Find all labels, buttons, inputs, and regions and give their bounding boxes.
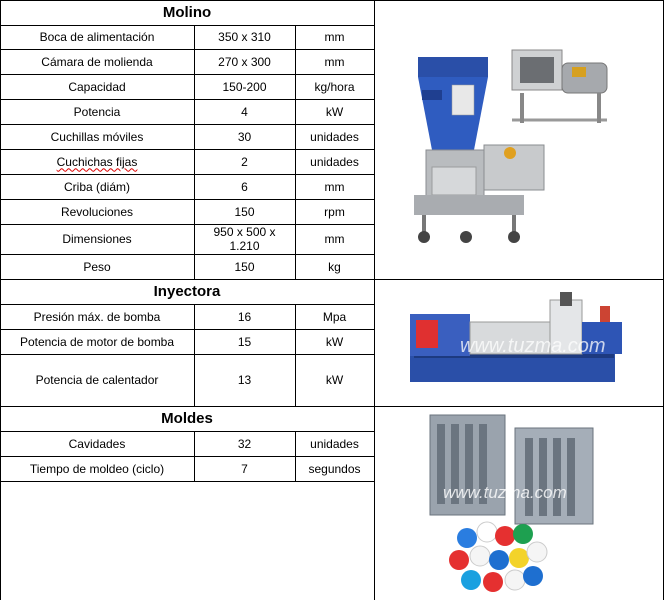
molino-row-10-value: 150 — [234, 259, 255, 274]
molino-row-2-unit: mm — [324, 54, 345, 69]
inyectora-row-1-unit: Mpa — [322, 309, 347, 324]
molino-row-10-unit: kg — [328, 259, 341, 274]
molino-row-6-label-text: Cuchichas fijas — [56, 154, 138, 169]
molino-row-2-value: 270 x 300 — [218, 54, 271, 69]
row-line — [0, 124, 374, 125]
base-frame — [414, 195, 524, 215]
inyectora-machine-image — [400, 292, 637, 390]
molino-row-7-value: 6 — [241, 179, 248, 194]
molino-row-3-value: 150-200 — [222, 79, 267, 94]
nozzle — [560, 292, 572, 306]
post — [597, 93, 601, 123]
inyectora-row-2-value: 15 — [237, 334, 252, 349]
molino-row-3-label: Capacidad — [68, 79, 126, 94]
row-line — [0, 354, 374, 355]
molino-row-5-value: 30 — [237, 129, 252, 144]
molino-row-6-unit: unidades — [310, 154, 359, 169]
clamp-plate — [416, 320, 438, 348]
post — [520, 93, 524, 123]
molino-row-1-unit: mm — [324, 30, 345, 44]
moldes-image — [425, 410, 605, 595]
molino-row-9-unit: mm — [324, 232, 345, 246]
row-line — [0, 99, 374, 100]
divider-inyectora-moldes — [0, 406, 664, 407]
motor-box — [572, 67, 586, 77]
inyectora-title: Inyectora — [153, 283, 221, 300]
hopper-panel — [422, 90, 442, 100]
molino-row-10-label: Peso — [83, 259, 111, 274]
row-line — [0, 329, 374, 330]
switch — [504, 147, 516, 159]
moldes-row-1-unit: unidades — [310, 436, 359, 451]
molino-row-4-label: Potencia — [73, 104, 121, 119]
moldes-row-1-value: 32 — [237, 436, 252, 451]
moldes-title: Moldes — [161, 410, 213, 427]
molino-row-1-value: 350 x 310 — [218, 30, 271, 44]
row-line — [0, 74, 374, 75]
molino-row-6-value: 2 — [241, 154, 248, 169]
bottle-caps — [449, 522, 547, 592]
moldes-row-2-value: 7 — [241, 461, 248, 476]
wheel — [418, 231, 430, 243]
inyectora-watermark: www.tuzma.com — [460, 335, 606, 357]
col-line — [295, 25, 296, 279]
inyectora-row-3-unit: kW — [325, 373, 344, 387]
wheel — [508, 231, 520, 243]
molino-row-6-label — [0, 149, 194, 174]
molino-row-3-unit: kg/hora — [314, 79, 355, 94]
molino-row-9-value: 950 x 500 x 1.210 — [213, 225, 276, 253]
col-line — [194, 25, 195, 279]
molino-row-5-label: Cuchillas móviles — [50, 129, 144, 144]
border-right — [663, 0, 664, 600]
row-line — [0, 304, 374, 305]
col-line — [194, 431, 195, 481]
row-line — [0, 254, 374, 255]
molino-row-8-value: 150 — [234, 204, 255, 219]
molino-row-1-label: Boca de alimentación — [39, 30, 155, 44]
molino-row-9-label: Dimensiones — [62, 232, 132, 246]
divider-image-column — [374, 0, 375, 600]
molino-row-4-unit: kW — [325, 104, 344, 119]
machine-base — [410, 354, 615, 382]
inyectora-row-3-value: 13 — [237, 373, 252, 387]
moldes-row-2-unit: segundos — [308, 461, 361, 476]
moldes-row-2-label: Tiempo de moldeo (ciclo) — [29, 461, 165, 476]
inyectora-row-1-value: 16 — [237, 309, 252, 324]
leg — [512, 215, 516, 233]
inyectora-row-1-label: Presión máx. de bomba — [33, 309, 161, 324]
row-line — [0, 481, 374, 482]
row-line — [0, 25, 374, 26]
molino-row-4-value: 4 — [241, 104, 248, 119]
moldes-watermark: www.tuzma.com — [443, 483, 567, 502]
molino-machine-image — [412, 45, 622, 245]
molino-row-2-label: Cámara de molienda — [41, 54, 153, 69]
hopper-small — [600, 306, 610, 322]
row-line — [0, 456, 374, 457]
col-line — [295, 431, 296, 481]
row-line — [0, 224, 374, 225]
divider-molino-inyectora — [0, 279, 664, 280]
row-line — [0, 149, 374, 150]
wheel — [460, 231, 472, 243]
molino-row-5-unit: unidades — [310, 129, 359, 144]
row-line — [0, 174, 374, 175]
border-left — [0, 0, 1, 600]
col-line — [295, 304, 296, 406]
body-panel — [432, 167, 476, 195]
inyectora-row-2-label: Potencia de motor de bomba — [19, 334, 175, 349]
row-line — [0, 431, 374, 432]
hopper-top — [418, 57, 488, 77]
cutter-blades — [520, 57, 554, 83]
hopper-label — [452, 85, 474, 115]
row-line — [0, 49, 374, 50]
molino-row-8-label: Revoluciones — [60, 204, 134, 219]
border-top — [0, 0, 664, 1]
molino-row-8-unit: rpm — [324, 204, 345, 219]
molino-row-7-unit: mm — [324, 179, 345, 194]
inyectora-row-2-unit: kW — [325, 334, 344, 349]
leg — [422, 215, 426, 233]
col-line — [194, 304, 195, 406]
molino-row-7-label: Criba (diám) — [63, 179, 130, 194]
moldes-row-1-label: Cavidades — [68, 436, 126, 451]
molino-title: Molino — [162, 4, 212, 21]
inyectora-row-3-label: Potencia de calentador — [35, 373, 159, 387]
row-line — [0, 199, 374, 200]
